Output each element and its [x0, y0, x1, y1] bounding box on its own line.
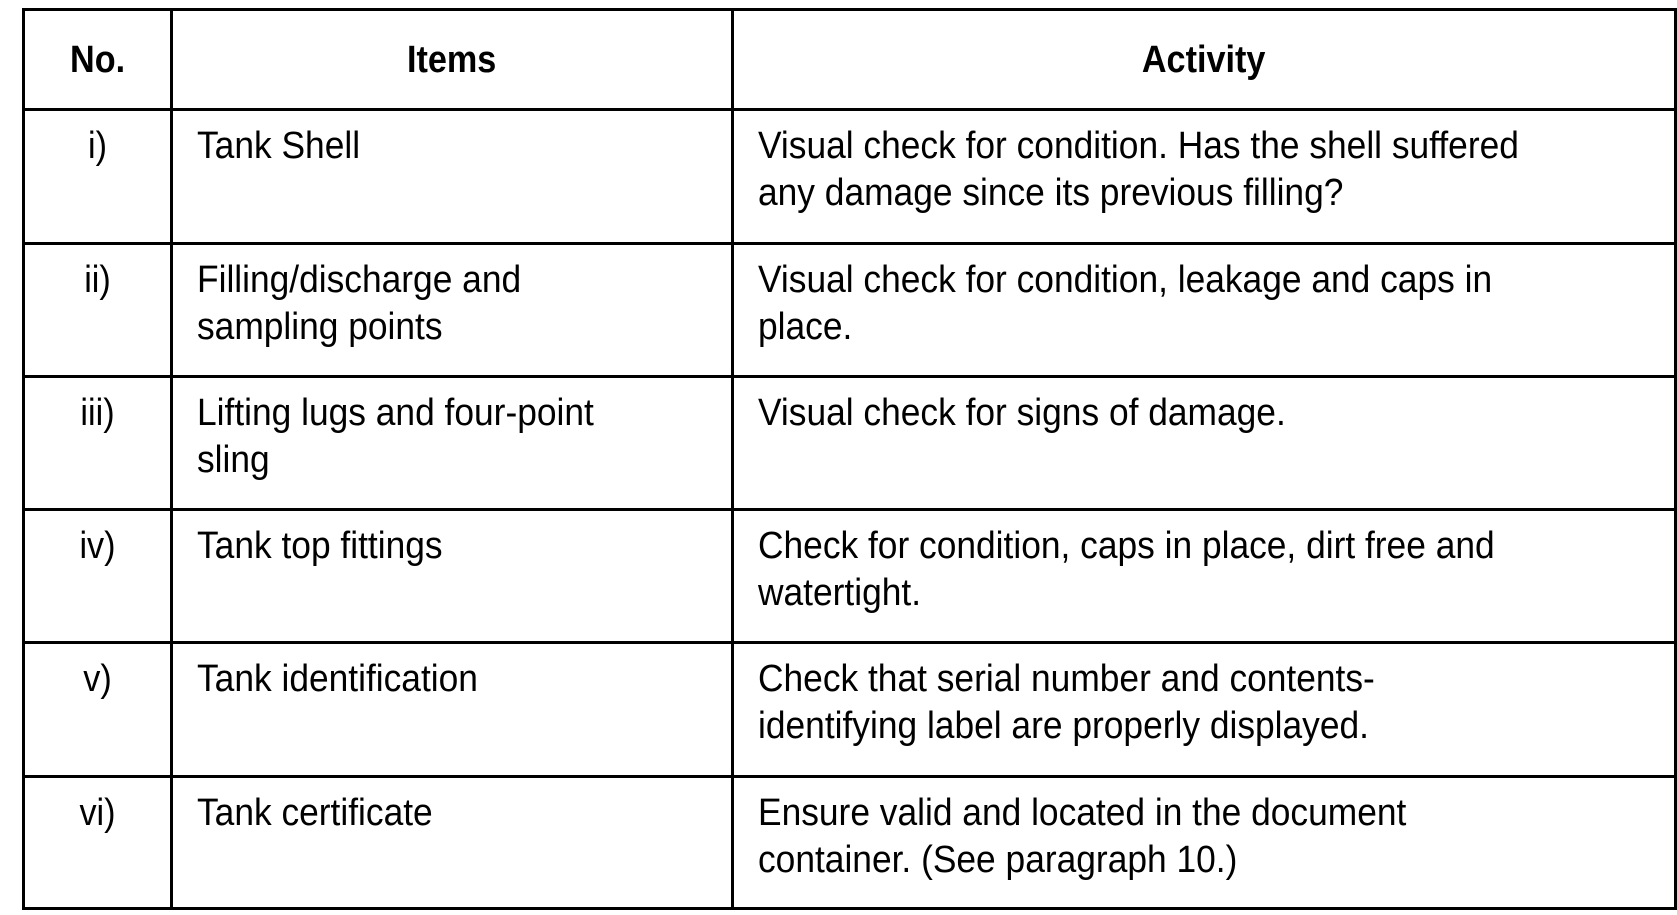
table-row: [25, 511, 1674, 644]
row-item: [173, 111, 734, 242]
item-text: Tank Shell: [197, 125, 361, 167]
header-no-label: No.: [69, 39, 126, 81]
table-row: [25, 644, 1674, 778]
activity-text: place.: [758, 306, 853, 348]
row-number-text: vi): [79, 792, 116, 834]
row-item: [173, 245, 734, 375]
row-number: [25, 245, 173, 375]
table-row: [25, 378, 1674, 511]
row-number-text: ii): [84, 259, 111, 301]
header-row: [25, 11, 1674, 111]
header-no: [25, 11, 173, 108]
row-number: [25, 644, 173, 775]
row-item: [173, 511, 734, 641]
item-text: Tank certificate: [197, 792, 433, 834]
header-activity: [734, 11, 1674, 108]
row-item: [173, 778, 734, 910]
activity-text: container. (See paragraph 10.): [758, 839, 1238, 881]
row-activity: [734, 511, 1674, 641]
row-number-text: iv): [79, 525, 116, 567]
activity-text: Visual check for condition. Has the shell suffered: [758, 125, 1519, 167]
activity-text: Visual check for signs of damage.: [758, 392, 1286, 434]
table-row: [25, 245, 1674, 378]
activity-text: Check for condition, caps in place, dirt free and: [758, 525, 1495, 567]
row-number: [25, 778, 173, 910]
row-item: [173, 378, 734, 508]
activity-text: watertight.: [758, 572, 922, 614]
header-items: [173, 11, 734, 108]
item-text: Tank top fittings: [197, 525, 443, 567]
row-number: [25, 511, 173, 641]
row-number-text: v): [83, 658, 112, 700]
row-activity: [734, 378, 1674, 508]
row-activity: [734, 245, 1674, 375]
row-item: [173, 644, 734, 775]
item-text: sampling points: [197, 306, 443, 348]
row-activity: [734, 778, 1674, 910]
row-number-text: iii): [80, 392, 115, 434]
row-number: [25, 111, 173, 242]
activity-text: identifying label are properly displayed.: [758, 705, 1369, 747]
row-number-text: i): [87, 125, 107, 167]
header-items-label: Items: [407, 39, 497, 81]
inspection-table: [22, 8, 1677, 910]
table-row: [25, 778, 1674, 910]
row-activity: [734, 644, 1674, 775]
item-text: sling: [197, 439, 270, 481]
activity-text: any damage since its previous filling?: [758, 172, 1344, 214]
item-text: Lifting lugs and four-point: [197, 392, 594, 434]
table-row: [25, 111, 1674, 245]
item-text: Filling/discharge and: [197, 259, 522, 301]
item-text: Tank identification: [197, 658, 478, 700]
row-number: [25, 378, 173, 508]
header-activity-label: Activity: [1142, 39, 1266, 81]
activity-text: Check that serial number and contents-: [758, 658, 1375, 700]
activity-text: Visual check for condition, leakage and caps in: [758, 259, 1493, 301]
activity-text: Ensure valid and located in the document: [758, 792, 1407, 834]
row-activity: [734, 111, 1674, 242]
